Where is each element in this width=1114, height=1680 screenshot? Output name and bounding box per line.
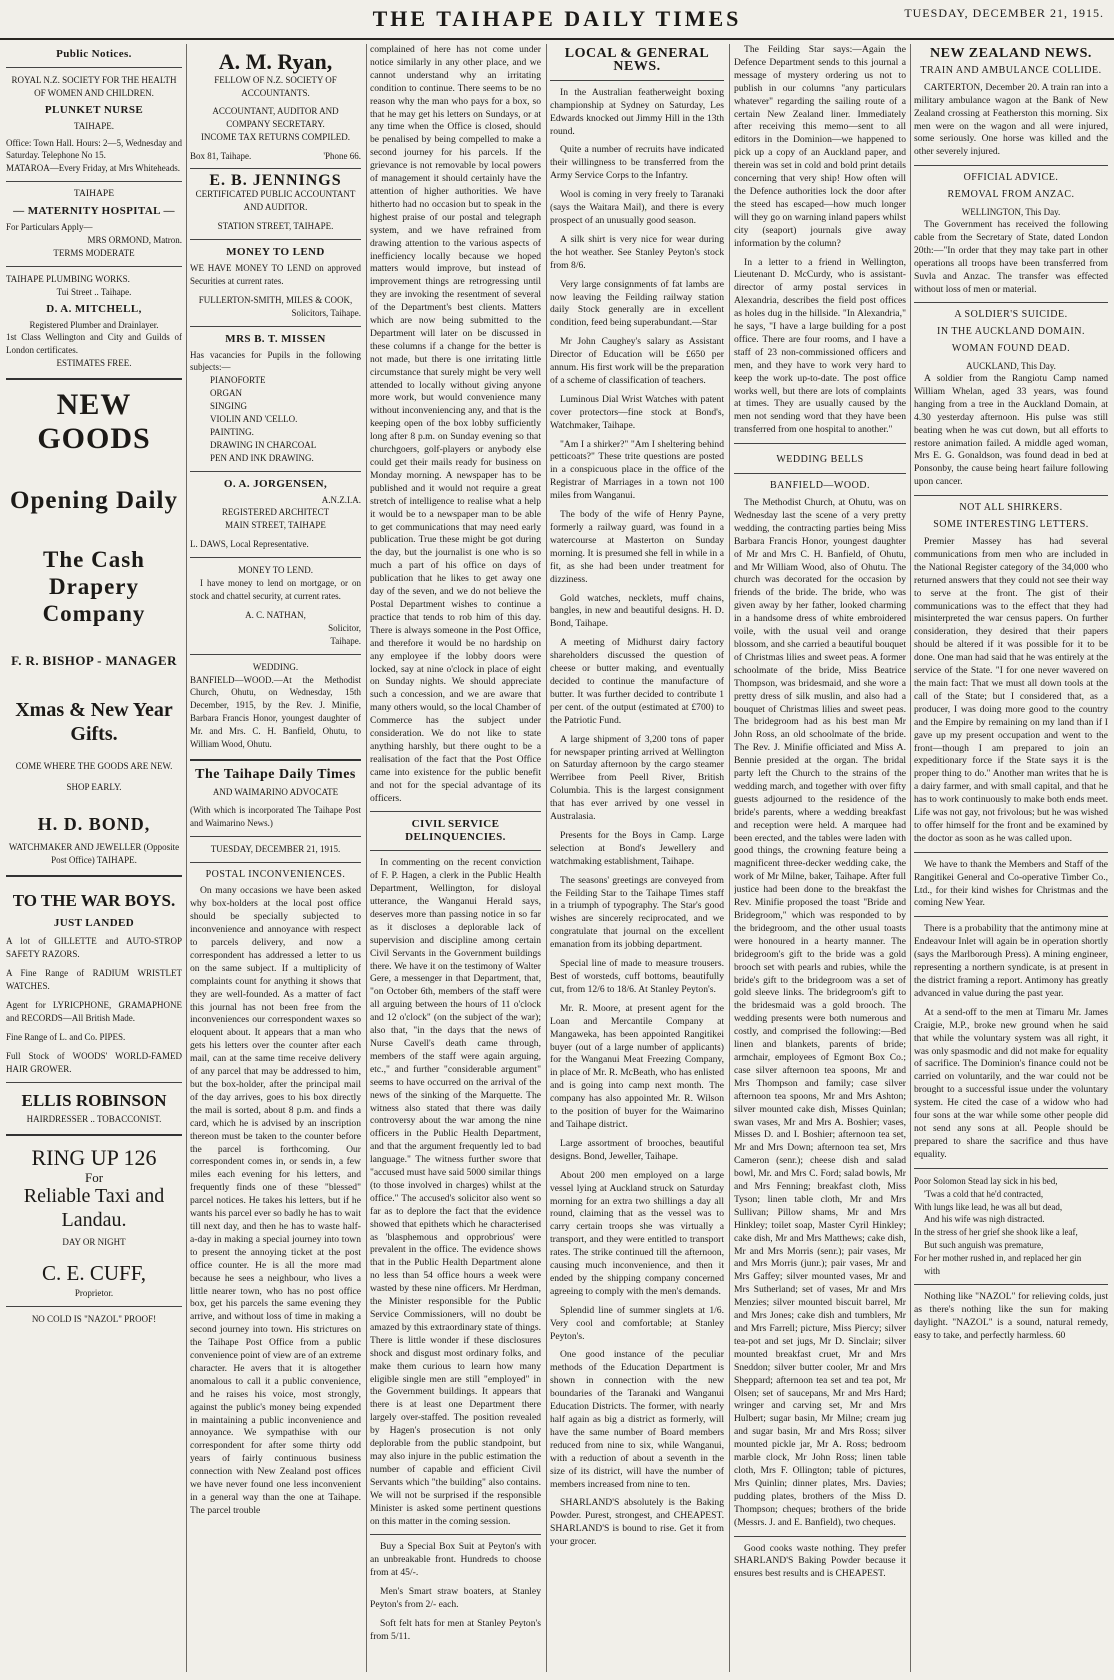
column-rule bbox=[910, 44, 911, 1672]
jorgensen-name: O. A. JORGENSEN, bbox=[223, 477, 328, 490]
news-item: Large assortment of brooches, beautiful designs. Bond, Jeweller, Taihape. bbox=[550, 1137, 724, 1162]
news-item: In the Australian featherweight boxing championship at Sydney on Saturday, Les Edwards knocked out Jimmy Hill in the 13th round. bbox=[550, 86, 724, 137]
column-2 bbox=[190, 44, 361, 1676]
money2-heading: MONEY TO LEND. bbox=[237, 565, 314, 576]
radium-notice: A Fine Range of RADIUM WRISTLET WATCHES. bbox=[6, 968, 182, 992]
drapery-manager: F. R. BISHOP - MANAGER bbox=[11, 653, 177, 669]
antimony-article: There is a probability that the antimony mine at Endeavour Inlet will again be in operation shortly (says the Marlborough Press). A mining engineer, representing a northern syndicate, is at present in the district framing a report. Antimony has greatly advanced in value during the past year. bbox=[914, 923, 1108, 999]
ring-up-126: RING UP 126 bbox=[31, 1144, 157, 1170]
cuff-proprietor: Proprietor. bbox=[74, 1288, 114, 1299]
sharland-cooks-ad: Good cooks waste nothing. They prefer SHARLAND'S Baking Powder because it ensures best results and is CHEAPEST. bbox=[734, 1542, 906, 1580]
woods-notice: Full Stock of WOODS' WORLD-FAMED HAIR GROWER. bbox=[6, 1050, 182, 1074]
news-item: Gold watches, necklets, muff chains, bangles, in new and beautiful designs. H. D. Bond, Taihape. bbox=[550, 592, 724, 630]
news-item: One good instance of the peculiar methods of the Education Department is shown in connection with the new boundaries of the Taranaki and Wanganui Education Districts. The former, with nearly half again as big a district as formerly, will have the same number of Board members reduced from nine to six, while Wanganui, with a reduction of about a seventh in the size of its district, will have the number of members increased from nine to ten. bbox=[550, 1349, 724, 1490]
ring-for: For bbox=[84, 1169, 104, 1185]
daws-representative: L. DAWS, Local Representative. bbox=[190, 539, 309, 550]
cash-drapery-company: The Cash Drapery Company bbox=[42, 547, 146, 627]
plunket-mataroa: MATAROA—Every Friday, at Mrs Whiteheads. bbox=[6, 163, 181, 174]
gillette-notice: A lot of GILLETTE and AUTO-STROP SAFETY RAZORS. bbox=[6, 936, 182, 960]
plumbing-estimates: ESTIMATES FREE. bbox=[56, 358, 132, 369]
news-item: A large shipment of 3,200 tons of paper for newspaper printing arrived at Wellington on Saturday afternoon by the cargo steamer Werribee from Peell River, British Columbia. This is the largest consignment that has ever arrived by one vessel in Australasia. bbox=[550, 733, 724, 823]
news-item: Luminous Dial Wrist Watches with patent cover protectors—fine stock at Bond's, Watchmaker, Taihape. bbox=[550, 393, 724, 431]
poem-line: 'Twas a cold that he'd contracted, bbox=[924, 1188, 1044, 1199]
subject-item: PIANOFORTE bbox=[210, 375, 266, 386]
official-advice-heading: OFFICIAL ADVICE. bbox=[963, 172, 1059, 184]
missen-name: MRS B. T. MISSEN bbox=[225, 332, 326, 345]
money2-role: Solicitor, bbox=[328, 622, 361, 633]
poem-line: With lungs like lead, he was all but dead, bbox=[914, 1201, 1063, 1212]
xmas-gifts: Xmas & New Year Gifts. bbox=[15, 699, 173, 746]
paper-date: TUESDAY, DECEMBER 21, 1915. bbox=[210, 843, 341, 854]
news-item: Special line of made to measure trousers. Best of worsteds, cuff bottoms, beautifully cut, from 12/6 to 18/6. At Stanley Peyton's. bbox=[550, 958, 724, 995]
day-or-night: DAY OR NIGHT bbox=[62, 1237, 126, 1248]
wedding-notice: BANFIELD—WOOD.—At the Methodist Church, Ohutu, on Wednesday, 15th December, 1915, by the Rev. J. Minifie, Barbara Francis Honor, youngest daughter of Mr. and Mrs. C. H. Banfield, Ohutu, to William Wood, Ohutu. bbox=[190, 674, 361, 750]
anzac-dateline: WELLINGTON, This Day. bbox=[961, 207, 1061, 218]
plumbing-name: D. A. MITCHELL, bbox=[46, 302, 142, 315]
maternity-apply: For Particulars Apply— bbox=[6, 222, 93, 233]
plumbing-reg: Registered Plumber and Drainlayer. bbox=[29, 319, 159, 330]
ellis-robinson-trade: HAIRDRESSER .. TOBACCONIST. bbox=[26, 1113, 162, 1124]
news-item: "Am I a shirker?" "Am I sheltering behind petticoats?" These trite questions are posted in a conspicuous place in the office of the Registrar of Marriages in a town not 100 miles from Wanganui. bbox=[550, 438, 724, 502]
letters-heading: SOME INTERESTING LETTERS. bbox=[933, 519, 1089, 531]
poem bbox=[914, 1175, 1108, 1278]
paper-incorporated: (With which is incorporated The Taihape Post and Waimarino News.) bbox=[190, 804, 361, 828]
money-firm: FULLERTON-SMITH, MILES & COOK, bbox=[198, 294, 353, 305]
missen-text: Has vacancies for Pupils in the following subjects:— bbox=[190, 349, 361, 373]
come-where-goods: COME WHERE THE GOODS ARE NEW. bbox=[15, 761, 173, 772]
reliable-taxi: Reliable Taxi and Landau. bbox=[23, 1185, 165, 1232]
wedding-bells-subheading: BANFIELD—WOOD. bbox=[769, 480, 871, 492]
straw-boaters-ad: Men's Smart straw boaters, at Stanley Peyton's from 2/- each. bbox=[370, 1586, 541, 1611]
suicide-dateline: AUCKLAND, This Day. bbox=[966, 361, 1056, 372]
soldier-suicide-heading: A SOLDIER'S SUICIDE. bbox=[954, 309, 1068, 321]
anzac-heading: REMOVAL FROM ANZAC. bbox=[947, 189, 1075, 201]
maternity-title: — MATERNITY HOSPITAL — bbox=[13, 205, 175, 218]
column-rule bbox=[186, 44, 187, 1672]
news-item: Very large consignments of fat lambs are now leaving the Feilding railway station daily Stock generally are in excellent condition, feed being superabundant.—Star bbox=[550, 278, 724, 329]
woman-found-heading: WOMAN FOUND DEAD. bbox=[951, 343, 1071, 355]
poem-line: For her mother rushed in, and replaced her gin bbox=[914, 1253, 1082, 1264]
jennings-role: CERTIFICATED PUBLIC ACCOUNTANT AND AUDITOR. bbox=[195, 189, 356, 213]
train-article: CARTERTON, December 20. A train ran into a military ambulance wagon at the Bank of New Zealand crossing at Featherston this morning. Six men were on the wagon and all were injured, some seriously. One horse was killed and the other severely injured. bbox=[914, 81, 1108, 158]
money-to-lend-heading: MONEY TO LEND bbox=[226, 246, 325, 259]
maternity-matron: MRS ORMOND, Matron. bbox=[87, 234, 182, 245]
news-item: SHARLAND'S absolutely is the Baking Powder. Purest, strongest, and CHEAPEST. SHARLAND'S is bound to rise. Get it from your grocer. bbox=[550, 1497, 724, 1548]
plunket-office: Office: Town Hall. Hours: 2—5, Wednesday and Saturday. Telephone No 15. bbox=[6, 137, 182, 161]
money2-text: I have money to lend on mortgage, or on stock and chattel security, at current rates. bbox=[190, 578, 361, 601]
war-boys-heading: TO THE WAR BOYS. bbox=[12, 890, 176, 910]
news-item: Presents for the Boys in Camp. Large selection at Bond's Jewellery and watchmaking establishment, Taihape. bbox=[550, 829, 724, 867]
nazol-proof: NO COLD IS "NAZOL" PROOF! bbox=[31, 1314, 157, 1325]
wedding-bells-article: The Methodist Church, at Ohutu, was on Wednesday last the scene of a very pretty wedding, the contracting parties being Miss Barbara Francis Honor, youngest daughter of Mr and Mrs C. H. Banfield, of Ohutu, and Mr William Wood, also of Ohutu. The church was decorated for the occasion by friends of the bride. The bride, who was given away by her father, looked charming in a handsome dress of white embroidered voile, with the usual veil and orange blossom, and she carried a beautiful bouquet of Christmas lilies and sweet peas. A former schoolmate of the bride, Miss Beatrice Thompson, was bridesmaid, and she wore a pretty dress of silk muslin, and also had a bouquet of Christmas lilies and sweet peas. The bridegroom had as his best man Mr John Ross, an old schoolmate of the bride. The Rev. J. Minifie officiated and Miss A. Bennie presided at the organ. The bridal party left the Church to the strains of the wedding march, and together with over fifty guests adjourned to the residence of the bride's parents, where a wedding breakfast and reception were held. A marquee had been erected, and the tables were laden with good things, the crowning feature being a magnificent three-decker wedding cake, the work of Mr Milne, baker, Taihape. After full justice had been done to the breakfast the Rev. Minifie proposed the toast "Bride and Bridegroom," which was responded to by the bridegroom, and the other usual toasts were honoured in a hearty manner. The bridegroom's gift to the bride was a gold brooch set with pearls and rubies, while the bride's gift to the bridegroom was a set of gold sleeve links. The bridegroom's gift to the bridesmaid was a gold brooch. The wedding presents were both numerous and costly, and comprised the following:—Bed linen and blankets, parents of bride; armchair, employees of Egmont Box Co.; case silver afternoon tea spoons, Mr and Mrs Thompson and family; case silver afternoon tea spoons, Mr and Mrs Ashton; silver mounted cake dish, Misses Quinlan; swan vases, Mr and Mrs A. Boshier; vases, Misses D. and I. Boshier; afternoon tea set, Mr and Mrs Down; afternoon tea set, Mrs Cameron (senr.); cheese dish and salad bowl, Mr. and Mrs C. Ford; salad bowls, Mr and Mrs Fenning; breakfast cloth, Miss Tyson; linen table cloth, Mr and Mrs Sullivan; Pillow shams, Mr and Mrs Hinkley; toilet soap, Master Cyril Hinkley; cake dish, Mr and Mrs Matthews; cake dish, Mr and Mrs Morris (senr.); pair vases, Mr and Mrs Morris (junr.); pair vases, Mr and Mrs Gaffey; silver mounted vases, Mr and Mrs Sutherland; set of vases, Mr and Mrs Menzies; silver mounted biscuit barrel, Mr and Mrs Jones; cake dish and tumblers, Mr and Mrs Farrell; picture, Miss Piercy; silver tea-pot and set jugs, Mr D. Sinclair; silver mounted breakfast cruet, Mr and Mrs Sneddon; silver butter cooler, Mr and Mrs Sheppard; afternoon tea set and tea pot, Mr Olsen; set of saucepans, Mr and Mrs Hard; wringer and carving set, Mr and Mrs Hulbert; sugar basin, Mr Milne; cream jug and sugar basin, Mr and Mrs Ross; silver mounted pickle jar, Mr A. Ross; bedroom marble clock, Mr John Ross; linen table cloth, Mrs F. Ollington; table of pictures, Mrs Quinlin; dinner plates, Mrs. Davies; pudding plates, brothers of the Miss D. Thompson; cheques; brothers of the bride (Messrs. J. and E. Banfield), two cheques. bbox=[734, 497, 906, 1528]
just-landed: JUST LANDED bbox=[53, 916, 135, 929]
jennings-address: STATION STREET, TAIHAPE. bbox=[217, 221, 334, 232]
plumbing-title: TAIHAPE PLUMBING WORKS. bbox=[6, 273, 130, 284]
cuff-name: C. E. CUFF, bbox=[42, 1261, 146, 1286]
civil-service-article: In commenting on the recent conviction of F. P. Hagen, a clerk in the Public Health Department, Wellington, for disloyal utterance, the Wanganui Herald says, deserves more than passing notice in so far as it discloses a deplorable lack of supervision and discipline among certain Civil Servants in the Government buildings there. We have it on the testimony of Walter Gere, a messenger in that Department, that, "on October 6th, members of the staff were all arguing between the hours of 11 o'clock and 12 o'clock" (on the subject of the war); also that, "in the days that the news of Nurse Cavell's death came through, members of the staff were again arguing, etc.," and further "considerable argument" seems to have occurred on the arrival of the news of the sinking of the Marquette. The witness also stated that there was daily controversy about the war among the nine officers in the Public Health Department, and that the argument frequently led to bad language." The witness further swore that "accused must have said 5000 similar things (to those involved in charges) whilst at the office." The accused's solicitor also went so far as to deplore the fact that the evidence showed that epithets which he characterised as 'blasphemous and opprobrious' were prevalent in the office. The evidence shows that in the Public Health Department alone no less than 54 office hours a week were wasted by these nine officers. Mr Herdman, the Minister responsible for the Public Service Commissioners, will no doubt be amazed by this extraordinary state of things. There is little wonder if these disclosures shock and disgust most ordinary folks, and make them curious to learn how many eligible single men are still "employed" in the Government buildings. It appears that there is at least one Department there largely over-staffed. The position revealed by Hagen's prosecution is not only deplorable from the public standpoint, but may also injure in the public estimation the number of capable and efficient Civil Servants which "the building" also contains. We will not be surprised if the responsible Minister is asked some pertinent questions on this matter in the coming session. bbox=[370, 857, 541, 1527]
plumbing-address: Tui Street .. Taihape. bbox=[56, 286, 132, 297]
shirkers-heading: NOT ALL SHIRKERS. bbox=[959, 502, 1063, 514]
poem-line: In the stress of her grief she shook like a leaf, bbox=[914, 1227, 1078, 1238]
train-heading: TRAIN AND AMBULANCE COLLIDE. bbox=[920, 64, 1102, 76]
bond-name: H. D. BOND, bbox=[37, 813, 151, 834]
nz-news-heading: NEW ZEALAND NEWS. bbox=[930, 46, 1092, 61]
suicide-article: A soldier from the Rangiotu Camp named William Whelan, aged 33 years, was found hanging from a tree in the Auckland Domain, at 4.30 yesterday afternoon. His pulse was still beating when he was cut down, but all efforts to restore animation failed. A middle aged woman, Mrs E. G. Gonaldson, was found dead in bed at Ponsonby, the cause being heart failure following upon cancer. bbox=[914, 373, 1108, 488]
jorgensen-address: MAIN STREET, TAIHAPE bbox=[225, 520, 326, 531]
ryan-box: Box 81, Taihape. bbox=[190, 150, 252, 161]
poem-line: But such anguish was premature, bbox=[924, 1240, 1044, 1251]
paper-title: The Taihape Daily Times bbox=[195, 766, 356, 782]
news-item: The body of the wife of Henry Payne, formerly a railway guard, was found in a watercourse at Masterton on Sunday morning. It is presumed she fell in while in a fit, as she had been under treatment for dizziness. bbox=[550, 509, 724, 585]
column-rule bbox=[366, 44, 367, 1672]
subject-item: PEN AND INK DRAWING. bbox=[210, 452, 314, 463]
anzac-article: The Government has received the following cable from the Secretary of State, dated London 20th:—"In order that they may take part in other operations all troops have been transferred from Suvla and Anzac. The transfer was effected without loss of men or material. bbox=[914, 218, 1108, 295]
money-to-lend-text: WE HAVE MONEY TO LEND on approved Securities at current rates. bbox=[190, 262, 361, 286]
ryan-role: ACCOUNTANT, AUDITOR AND COMPANY SECRETARY. bbox=[212, 105, 339, 129]
subject-item: DRAWING IN CHARCOAL bbox=[210, 439, 317, 450]
news-item: A meeting of Midhurst dairy factory shareholders discussed the question of cheese or butter making, and eventually decided to continue the manufacture of butter. It was further decided to contribute 1 per cent. of the output (estimated at £700) to the Patriotic Fund. bbox=[550, 637, 724, 726]
feilding-star-article: The Feilding Star says:—Again the Defence Department sends to this journal a message of mystery ordering us not to publish in our columns "any particulars whatever" regarding the sailing route of a certain New Zealand liner. Immediately after receiving this memo—sent to all editors in the Dominion—we happened to pick up a copy of an Auckland paper, and therein was set in cold and bold print details concerning that very ship! How often will the Defence authorities lock the door after the steed has escaped—how much longer will they go on warning inland papers whilst city (seaport) journals give away information by the column? bbox=[734, 44, 906, 249]
ryan-name: A. M. Ryan, bbox=[218, 49, 333, 74]
news-item: The seasons' greetings are conveyed from the Feilding Star to the Taihape Times staff in a triumph of typography. The Star's good wishes are sincerely reciprocated, and we congratulate that journal on the excellent emanation from its jobbing department. bbox=[550, 874, 724, 951]
column-3 bbox=[370, 44, 541, 1676]
money-solicitors: Solicitors, Taihape. bbox=[291, 307, 361, 318]
new-goods-line-2: GOODS bbox=[37, 422, 151, 456]
local-general-heading: LOCAL & GENERAL NEWS. bbox=[564, 46, 710, 74]
maternity-terms: TERMS MODERATE bbox=[53, 247, 135, 258]
jorgensen-role: REGISTERED ARCHITECT bbox=[221, 507, 330, 518]
column-6 bbox=[914, 44, 1108, 1676]
postal-article: On many occasions we have been asked why box-holders at the local post office should be specially subjected to inconvenience and annoyance with respect to parcels delivery, and now a correspondent has addressed a letter to us on the same subject. If a multiplicity of complaints count for anything it shows that they are well-founded. As a matter of fact this journal has not been free from the inconveniences our correspondent waxes so eloquent about. It appears that a man who gets his letters over the counter after each mail, can at the same time receive delivery of any parcel that may be addressed to him, but the box-holder, after the principal mail of the day arrives, goes to his box directly the mail is sorted, about 8 p.m. and finds a card, which he is advised by an inscription thereon must be taken to the counter before the parcel is forthcoming. Our correspondent comes in, or sends in, a few miles each evening for his letters, and frequently finds one of these "blessed" parcel notices. He takes his letters, but if he wants his parcel ever so badly he has to wait till next day, and then he has to waste half-a-day in making a special journey into town to present the annoying ticket at the post office counter. He is all the more mad because he sees a neighbour, who lives a little nearer town, who has no post office box, get his parcels the same evening they arrive, and without loss of time in making a second journey into town. His strictures on the Taihape Post Office from a public convenience point of view are of an extreme character. He avers that it is altogether anomalous to call it a public convenience, and he raises his voice, most strongly, against the public's money being expended in maintaining a public inconvenience and annoyance. We sympathise with our correspondent for after some thirty odd years of fairly continuous business connection with New Zealand post offices we have never found one less inconvenient in a general way than the one at Taihape. The parcel trouble bbox=[190, 885, 361, 1516]
ryan-phone: 'Phone 66. bbox=[323, 150, 361, 161]
pipes-notice: Fine Range of L. and Co. PIPES. bbox=[6, 1031, 126, 1042]
subject-item: VIOLIN AND 'CELLO. bbox=[210, 414, 298, 425]
box-suit-ad: Buy a Special Box Suit at Peyton's with an unbreakable front. Hundreds to choose from at 45/-. bbox=[370, 1541, 541, 1579]
news-item: About 200 men employed on a large vessel lying at Auckland struck on Saturday morning for an extra two shillings a day all round, claiming that as the vessel was to carry certain troops she was virtually a transport, and they were entitled to transport rates. The strike continued till the afternoon, causing much inconvenience, and then it ended by the shipping company concerned agreeing to comply with the men's demands. bbox=[550, 1169, 724, 1297]
shirkers-article: Premier Massey has had several communications from men who are included in the National Register category of the 34,000 who returned answers that they could not see their way to serve at the front. The gist of their communications was to the effect that they had misinterpreted the war census papers. On further consideration, they desired that their papers should be altered if it was possible for it to be done. One man had said that he was entirely at the service of the State. "I for one never wavered on the main fact: That we must all down tools at the call of the State; but I considered that, as a producer, I was doing more good to the country and the Empire by remaining on my land than if I gave up my present occupation and went to the front—though I am prepared to join an expeditionary force if the State says it is the proper thing to do." Another man writes that he is a dairy farmer, and with small capital, and that he has to work continuously to make both ends meet. Life was not gay, not frivolous; but he was wished to offer himself for the front and be examined by the doctor as soon as he was called upon. bbox=[914, 536, 1108, 844]
wedding-heading: WEDDING. bbox=[252, 661, 299, 672]
news-item: Mr John Caughey's salary as Assistant Director of Education will be £650 per annum. His first work will be the preparation of a scheme of classification of teachers. bbox=[550, 336, 724, 386]
mccurdy-letter: In a letter to a friend in Wellington, Lieutenant D. McCurdy, who is assistant-director of army postal services in Alexandria, describes the field post offices as holes dug in the hillside. "In Alexandria," he says, "I have a large building for a post office. There are four rooms, and I have a staff of 23 non-commissioned officers and men, and they have to work very hard to keep the work up-to-date. The post office works well, but there are lots of complaints at times. They are usually caused by the men not sending word that they have been transferred from one hospital to another." bbox=[734, 256, 906, 436]
paper-subtitle: AND WAIMARINO ADVOCATE bbox=[212, 786, 339, 797]
postal-heading: POSTAL INCONVENIENCES. bbox=[205, 868, 346, 880]
jennings-name: E. B. JENNINGS bbox=[209, 172, 342, 190]
news-item: Mr. R. Moore, at present agent for the Loan and Mercantile Company at Mangaweka, has been appointed Rangitikei buyer (out of a large number of applicants) for the Wanganui Meat Freezing Company, in place of Mr. R. McBeath, who has enlisted and is going into camp next month. The company has also appointed Mr. R. Wilson to the position of buyer for the Waimarino and Taihape district. bbox=[550, 1002, 724, 1130]
auckland-domain-heading: IN THE AUCKLAND DOMAIN. bbox=[937, 326, 1085, 338]
money2-name: A. C. NATHAN, bbox=[245, 609, 306, 620]
ryan-returns: INCOME TAX RETURNS COMPILED. bbox=[200, 131, 351, 142]
thanks-notice: We have to thank the Members and Staff of the Rangitikei General and Co-operative Timber Co., Ltd., for their kind wishes for Christmas and the coming New Year. bbox=[914, 858, 1108, 909]
new-goods-line-1: NEW bbox=[56, 388, 132, 422]
issue-date: TUESDAY, DECEMBER 21, 1915. bbox=[904, 6, 1104, 20]
plumbing-class: 1st Class Wellington and City and Guilds of London certificates. bbox=[6, 332, 182, 356]
ryan-fellow: FELLOW OF N.Z. SOCIETY OF ACCOUNTANTS. bbox=[214, 75, 337, 98]
nazol-article: Nothing like "NAZOL" for relieving colds, just as there's nothing like the sun for making daylight. "NAZOL" is a sound, natural remedy, easy to take, and perfectly harmless. 60 bbox=[914, 1290, 1108, 1341]
column-4 bbox=[550, 44, 724, 1676]
money2-town: Taihape. bbox=[330, 635, 361, 646]
column-rule bbox=[546, 44, 547, 1672]
news-item: A silk shirt is very nice for wear during the hot weather. See Stanley Peyton's stock from 8/6. bbox=[550, 233, 724, 271]
news-item: Splendid line of summer singlets at 1/6. Very cool and comfortable; at Stanley Peyton's. bbox=[550, 1304, 724, 1342]
bond-trade: WATCHMAKER AND JEWELLER (Opposite Post Office) TAIHAPE. bbox=[8, 841, 180, 865]
poem-line: And his wife was nigh distracted. bbox=[924, 1214, 1045, 1225]
ryan-contact bbox=[190, 150, 361, 163]
news-item: Quite a number of recruits have indicated their willingness to be transferred from the Army Service Corps to the Infantry. bbox=[550, 144, 724, 182]
maternity-town: TAIHAPE bbox=[73, 188, 115, 200]
plunket-nurse: PLUNKET NURSE bbox=[44, 103, 144, 116]
subject-item: PAINTING. bbox=[210, 426, 254, 437]
column-1 bbox=[6, 44, 182, 1676]
subject-item: SINGING bbox=[210, 401, 247, 412]
jorgensen-cred: A.N.Z.I.A. bbox=[321, 494, 361, 505]
plunket-society: ROYAL N.Z. SOCIETY FOR THE HEALTH OF WOMEN AND CHILDREN. bbox=[11, 74, 177, 98]
news-item: Wool is coming in very freely to Taranaki (says the Waitara Mail), and there is every prospect of an unusually good season. bbox=[550, 189, 724, 226]
wedding-bells-heading: WEDDING BELLS bbox=[776, 454, 864, 466]
public-notices-heading: Public Notices. bbox=[56, 48, 132, 60]
column-5 bbox=[734, 44, 906, 1676]
shop-early: SHOP EARLY. bbox=[66, 781, 122, 792]
opening-daily: Opening Daily bbox=[10, 487, 178, 515]
plunket-town: TAIHAPE. bbox=[73, 120, 115, 131]
column-rule bbox=[729, 44, 730, 1672]
poem-line: Poor Solomon Stead lay sick in his bed, bbox=[914, 1175, 1058, 1186]
craigie-article: At a send-off to the men at Timaru Mr. James Craigie, M.P., broke new ground when he said that while the voluntary system was all right, it was only spasmodic and did not make for equality of sacrifice. The Dominion's finance could not be carried on voluntarily, and the war could not be brought to a successful issue under the voluntary system. He cited the case of a widow who had four sons at the war while some other people did not send any sons at all. People should be prepared to share the sacrifice and thus have equality. bbox=[914, 1006, 1108, 1160]
ellis-robinson-name: ELLIS ROBINSON bbox=[21, 1090, 167, 1110]
missen-subjects bbox=[190, 374, 361, 464]
newspaper-title: THE TAIHAPE DAILY TIMES bbox=[372, 6, 742, 31]
subject-item: ORGAN bbox=[210, 388, 243, 399]
masthead bbox=[0, 0, 1114, 40]
felt-hats-ad: Soft felt hats for men at Stanley Peyton's from 5/11. bbox=[370, 1617, 541, 1642]
postal-article-continued: complained of here has not come under notice similarly in any other place, and we cannot understand why an irritating condition to continue. There seems to be no reason why the man who pays for a box, so that he may get his letters on Sundays, or at any time when the Office is closed, should be penalised by being compelled to make a second journey for his parcels. If the grievance is not removable by local powers of management it should certainly have the attention of higher authorities. We have hitherto had no occasion but to speak in the highest praise of our postal and telegraph system, and we have refrained from drawing attention to the various aspects of inefficiency locally because we hoped matters would improve, but instead of improvement things are retrogressing until they are invoking the resentment of several of the Department's best clients. Matters which are now being submitted to the Department will later on be discussed in these columns if a change for the better is not made, but there is one irritating little circumstance that surely might be very well attended to locally without giving anyone more work, but would convenience many without inconveniencing any, and that is the keeping open of the box lobby sufficiently long after 8 p.m. on Sunday evening so that churchgoers, golf-players or anybody else could get their mails ready for business on Monday morning. A newspaper has to be published and it would not require a great stretch of intelligence to realise what a help it would be to a newspaper man to be able to get communications that may need early publication. True these might be got during the day, but the journalist is one who is so much a part of his office on days of publication that he likes to get away one day of the seven, and we do not believe the Postal Department wishes to continue a practice that tends to rob him of this day. There is always someone in the Post Office, and therefore it would be no hardship on any employee if the lobby doors were locked, say at nine o'clock in place of eight on Sunday nights. We should appreciate such a concession, and we are aware that many others would, so the local Chamber of Commerce has the subject under consideration. We do not like to state anything harshly, but there ought to be a realisation of the fact that the Post Office came into existence for the public benefit and not for the special advantage of its officers. bbox=[370, 44, 541, 804]
agent-notice: Agent for LYRICPHONE, GRAMAPHONE and RECORDS—All British Made. bbox=[6, 1000, 182, 1023]
poem-line: with bbox=[924, 1266, 941, 1277]
civil-service-heading: CIVIL SERVICE DELINQUENCIES. bbox=[405, 818, 506, 844]
